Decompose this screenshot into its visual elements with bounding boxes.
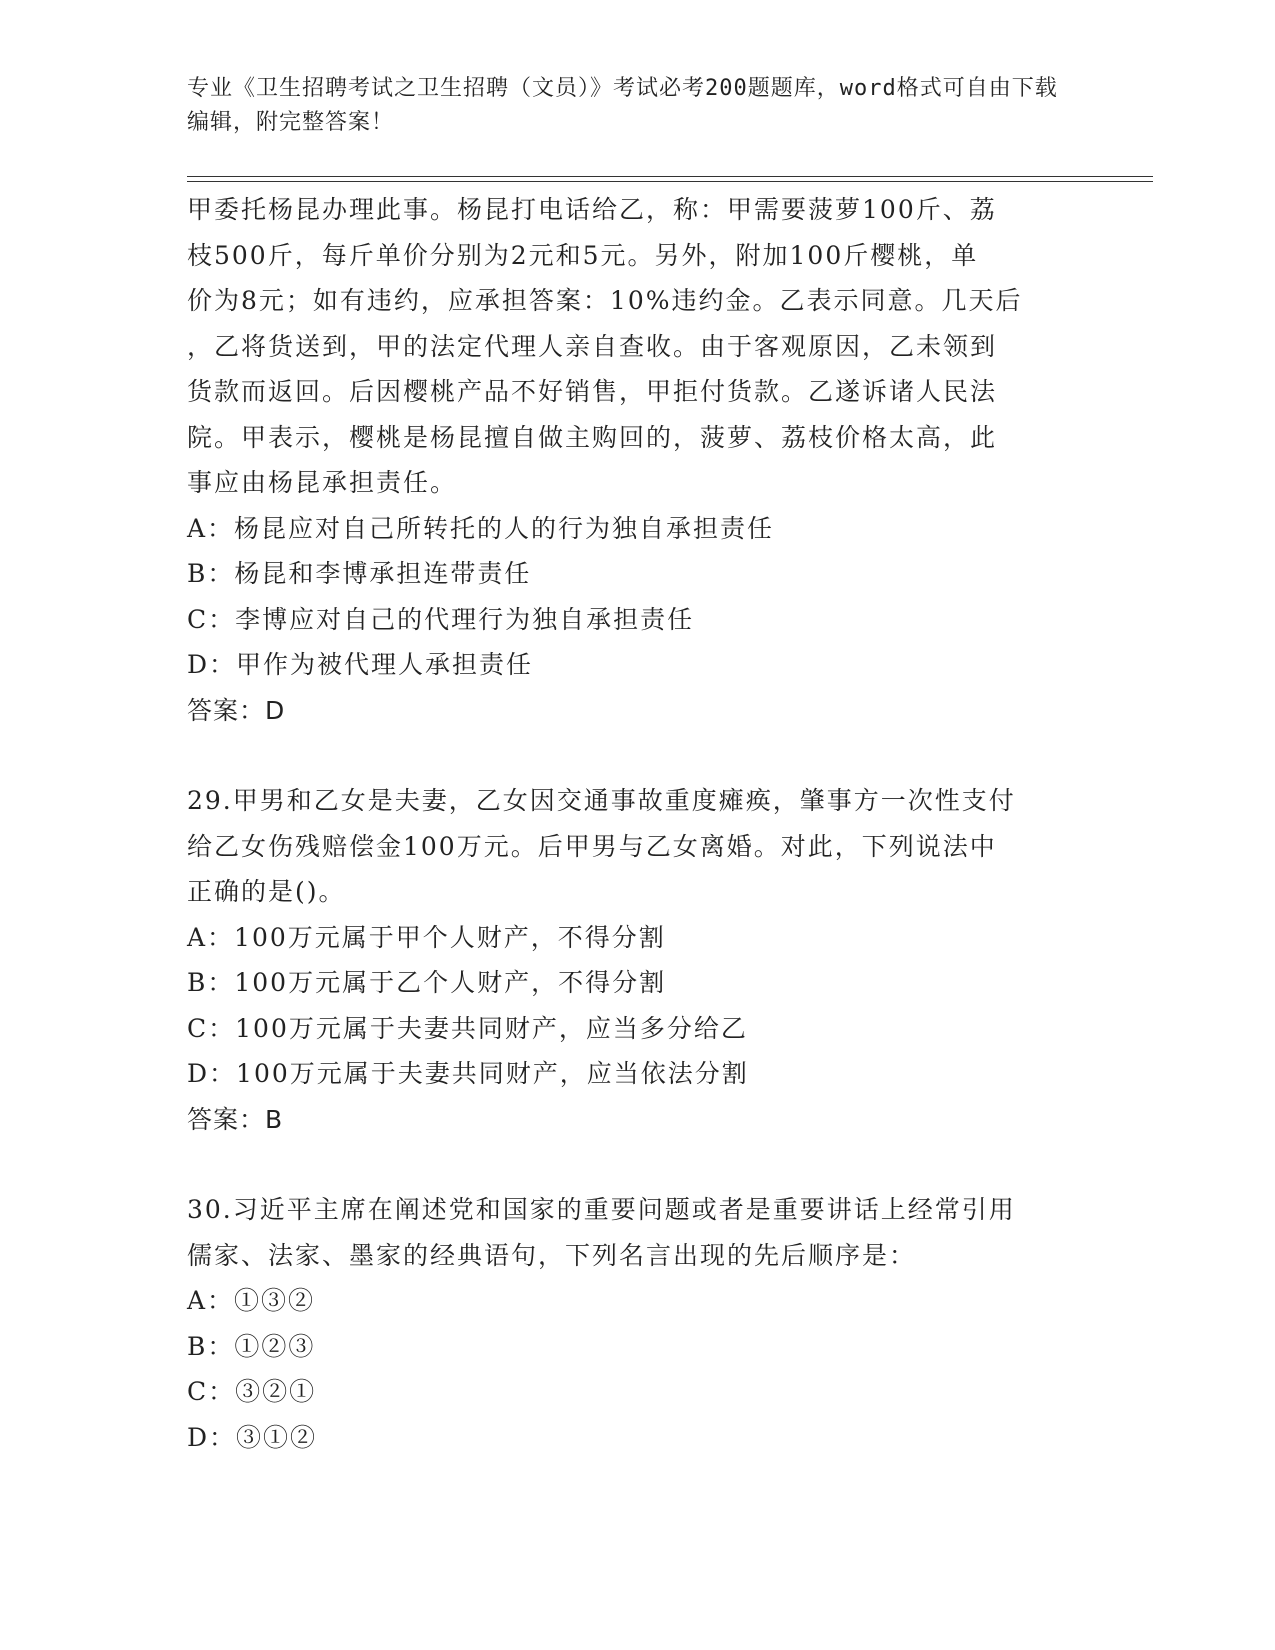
question-stem-line: 儒家、法家、墨家的经典语句，下列名言出现的先后顺序是： xyxy=(187,1240,917,1270)
header-rule-top xyxy=(187,176,1153,177)
option-a: A：杨昆应对自己所转托的人的行为独自承担责任 xyxy=(187,513,775,543)
option-d: D：③①② xyxy=(187,1422,318,1452)
question-spacer xyxy=(187,1142,1087,1187)
answer-label: 答案：D xyxy=(187,695,286,725)
option-d: D：甲作为被代理人承担责任 xyxy=(187,650,534,679)
option-b: B：100万元属于乙个人财产，不得分割 xyxy=(187,968,667,997)
question-stem-line: 正确的是()。 xyxy=(187,877,346,906)
document-body xyxy=(187,187,1087,1460)
question-stem-line: 甲委托杨昆办理此事。杨昆打电话给乙，称：甲需要菠萝100斤、荔 xyxy=(187,195,997,224)
question-stem-line: 30.习近平主席在阐述党和国家的重要问题或者是重要讲话上经常引用 xyxy=(187,1195,1016,1224)
option-c: C：李博应对自己的代理行为独自承担责任 xyxy=(187,604,695,634)
question-stem-line: 货款而返回。后因樱桃产品不好销售，甲拒付货款。乙遂诉诸人民法 xyxy=(187,377,998,406)
option-d: D：100万元属于夫妻共同财产，应当依法分割 xyxy=(187,1059,749,1088)
question-block xyxy=(187,187,1087,733)
option-b: B：杨昆和李博承担连带责任 xyxy=(187,559,532,588)
question-stem-line: 给乙女伤残赔偿金100万元。后甲男与乙女离婚。对此，下列说法中 xyxy=(187,831,997,861)
question-stem-line: 价为8元；如有违约，应承担答案：10%违约金。乙表示同意。几天后 xyxy=(187,286,1023,315)
question-stem-line: 29.甲男和乙女是夫妻，乙女因交通事故重度瘫痪，肇事方一次性支付 xyxy=(187,786,1016,815)
question-spacer xyxy=(187,733,1087,778)
question-stem-line: ，乙将货送到，甲的法定代理人亲自查收。由于客观原因，乙未领到 xyxy=(187,331,998,361)
question-stem-line: 事应由杨昆承担责任。 xyxy=(187,468,458,497)
question-block xyxy=(187,778,1087,1142)
option-b: B：①②③ xyxy=(187,1331,316,1361)
option-c: C：100万元属于夫妻共同财产，应当多分给乙 xyxy=(187,1013,748,1043)
question-block xyxy=(187,1187,1087,1460)
header-rule-bottom xyxy=(187,181,1153,182)
page-header: 专业《卫生招聘考试之卫生招聘（文员）》考试必考200题题库，word格式可自由下载编辑，附完整答案！ xyxy=(187,76,1058,135)
question-stem-line: 院。甲表示，樱桃是杨昆擅自做主购回的，菠萝、荔枝价格太高，此 xyxy=(187,422,998,452)
option-a: A：100万元属于甲个人财产，不得分割 xyxy=(187,922,666,952)
option-c: C：③②① xyxy=(187,1377,317,1406)
question-stem-line: 枝500斤，每斤单价分别为2元和5元。另外，附加100斤樱桃，单 xyxy=(187,240,979,270)
option-a: A：①③② xyxy=(187,1286,316,1315)
answer-label: 答案：B xyxy=(187,1104,284,1134)
